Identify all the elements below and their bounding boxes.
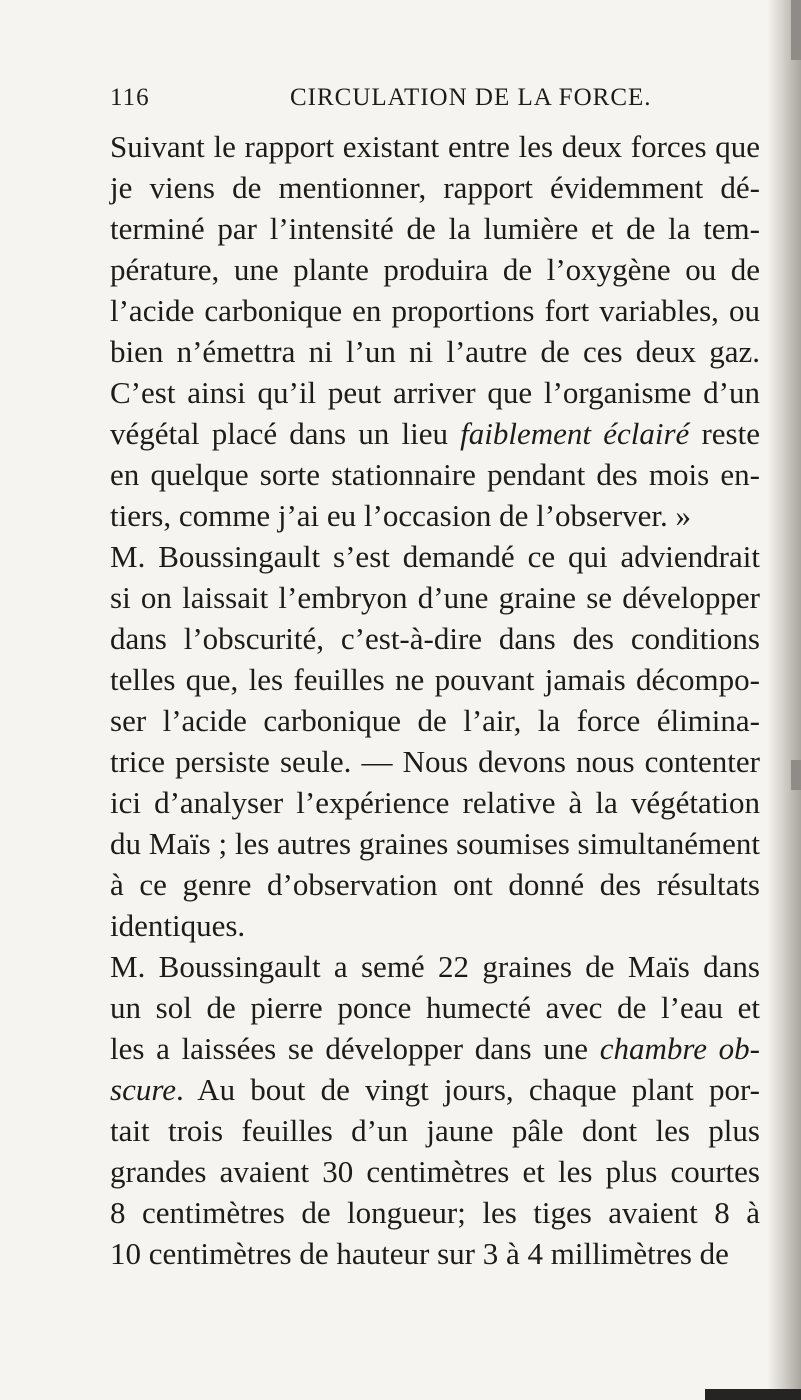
text-segment: 10 centimètres de hauteur sur 3 à 4 millimètres de <box>110 1236 729 1271</box>
text-line <box>110 167 760 208</box>
text-segment: . Au bout de vingt jours, chaque plant por- <box>176 1072 760 1107</box>
text-segment: ser l’acide carbonique de l’air, la force élimina- <box>110 703 760 738</box>
italic-text: scure <box>110 1072 176 1107</box>
text-segment: pérature, une plante produira de l’oxygène ou de <box>110 252 760 287</box>
text-line <box>110 495 760 536</box>
text-line <box>110 1069 760 1110</box>
text-line <box>110 864 760 905</box>
text-line <box>110 454 760 495</box>
text-segment: M. Boussingault a semé 22 graines de Maïs dans <box>110 949 760 984</box>
text-segment: Suivant le rapport existant entre les deux forces que <box>110 129 760 164</box>
text-segment: grandes avaient 30 centimètres et les plus courtes <box>110 1154 760 1189</box>
text-line <box>110 1233 760 1274</box>
text-line <box>110 823 760 864</box>
text-segment: tiers, comme j’ai eu l’occasion de l’observer. » <box>110 498 692 533</box>
page-edge-shadow <box>767 0 801 1400</box>
text-segment: dans l’obscurité, c’est-à-dire dans des conditions <box>110 621 760 656</box>
text-line <box>110 413 760 454</box>
text-segment: à ce genre d’observation ont donné des résultats <box>110 867 760 902</box>
text-segment: trice persiste seule. — Nous devons nous contenter <box>110 744 760 779</box>
italic-text: chambre ob- <box>599 1031 760 1066</box>
text-segment: si on laissait l’embryon d’une graine se développer <box>110 580 760 615</box>
text-segment: terminé par l’intensité de la lumière et de la tem- <box>110 211 760 246</box>
running-title: CIRCULATION DE LA FORCE. <box>290 84 652 111</box>
text-segment: je viens de mentionner, rapport évidemment dé- <box>110 170 760 205</box>
page-edge-mark <box>791 760 801 790</box>
page-number: 116 <box>110 84 150 111</box>
text-segment: du Maïs ; les autres graines soumises simultanément <box>110 826 761 861</box>
page-header <box>110 84 760 120</box>
text-line <box>110 536 760 577</box>
text-line <box>110 1192 760 1233</box>
text-line <box>110 1151 760 1192</box>
text-line <box>110 905 760 946</box>
text-segment: l’acide carbonique en proportions fort variables, ou <box>110 293 760 328</box>
text-segment: M. Boussingault s’est demandé ce qui adviendrait <box>110 539 760 574</box>
text-segment: reste <box>689 416 760 451</box>
text-segment: 8 centimètres de longueur; les tiges avaient 8 à <box>110 1195 760 1230</box>
text-line <box>110 208 760 249</box>
text-segment: végétal placé dans un lieu <box>110 416 461 451</box>
text-line <box>110 741 760 782</box>
text-line <box>110 372 760 413</box>
page-edge-mark <box>791 0 801 60</box>
text-line <box>110 700 760 741</box>
text-segment: tait trois feuilles d’un jaune pâle dont les plus <box>110 1113 760 1148</box>
text-line <box>110 1110 760 1151</box>
text-line <box>110 290 760 331</box>
text-segment: bien n’émettra ni l’un ni l’autre de ces deux gaz. <box>110 334 760 369</box>
text-segment: ici d’analyser l’expérience relative à la végétation <box>110 785 760 820</box>
text-line <box>110 577 760 618</box>
text-line <box>110 659 760 700</box>
text-line <box>110 1028 760 1069</box>
text-line <box>110 618 760 659</box>
text-line <box>110 249 760 290</box>
body-text <box>110 126 760 1274</box>
text-line <box>110 987 760 1028</box>
text-line <box>110 331 760 372</box>
text-segment: telles que, les feuilles ne pouvant jamais décompo- <box>110 662 760 697</box>
scan-bottom-mark <box>705 1389 801 1400</box>
text-line <box>110 946 760 987</box>
text-segment: un sol de pierre ponce humecté avec de l’eau et <box>110 990 760 1025</box>
text-segment: identiques. <box>110 908 246 943</box>
italic-text: faiblement éclairé <box>460 416 690 451</box>
text-segment: les a laissées se développer dans une <box>110 1031 600 1066</box>
text-segment: en quelque sorte stationnaire pendant des mois en- <box>110 457 760 492</box>
text-segment: C’est ainsi qu’il peut arriver que l’organisme d’un <box>110 375 760 410</box>
text-line <box>110 782 760 823</box>
text-line <box>110 126 760 167</box>
